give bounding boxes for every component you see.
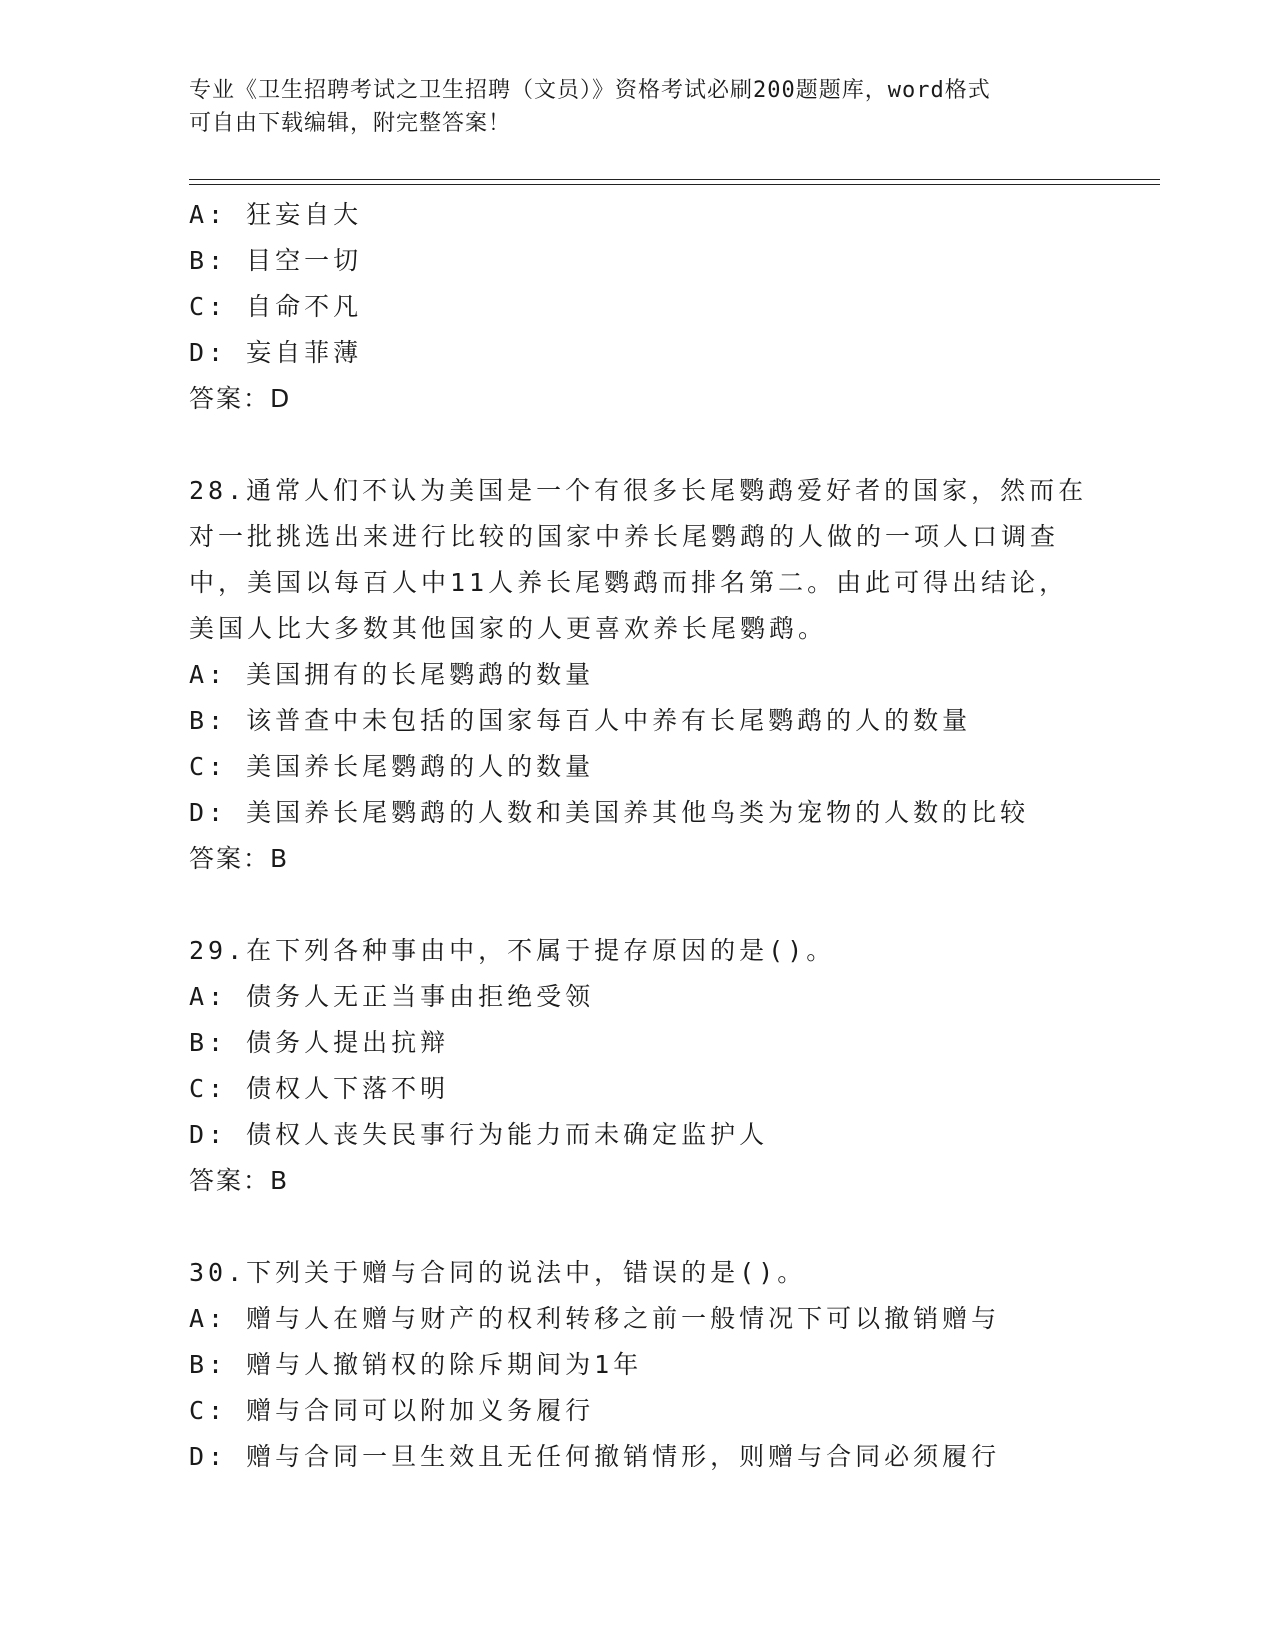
q28-stem-line-3: 中，美国以每百人中11人养长尾鹦鹉而排名第二。由此可得出结论， xyxy=(189,568,1069,597)
question-29-block xyxy=(189,928,1149,1204)
q27-option-d: D: 妄自菲薄 xyxy=(189,338,363,367)
q30-option-c: C: 赠与合同可以附加义务履行 xyxy=(189,1396,595,1425)
spacer xyxy=(189,422,1149,468)
spacer xyxy=(189,882,1149,928)
q30-option-d: D: 赠与合同一旦生效且无任何撤销情形，则赠与合同必须履行 xyxy=(189,1442,1001,1471)
q28-option-d: D: 美国养长尾鹦鹉的人数和美国养其他鸟类为宠物的人数的比较 xyxy=(189,798,1030,827)
document-header xyxy=(189,74,1089,140)
q29-option-a: A: 债务人无正当事由拒绝受领 xyxy=(189,982,595,1011)
header-title-line-2: 可自由下载编辑，附完整答案！ xyxy=(189,111,512,136)
q28-option-b: B: 该普查中未包括的国家每百人中养有长尾鹦鹉的人的数量 xyxy=(189,706,972,735)
q28-stem-line-4: 美国人比大多数其他国家的人更喜欢养长尾鹦鹉。 xyxy=(189,614,828,643)
q28-option-c: C: 美国养长尾鹦鹉的人的数量 xyxy=(189,752,595,781)
q28-answer: 答案：B xyxy=(189,844,290,873)
header-divider-top xyxy=(189,179,1160,180)
spacer xyxy=(189,1204,1149,1250)
q27-answer: 答案：D xyxy=(189,384,292,413)
question-28-block xyxy=(189,468,1149,882)
q27-option-c: C: 自命不凡 xyxy=(189,292,363,321)
q28-option-a: A: 美国拥有的长尾鹦鹉的数量 xyxy=(189,660,595,689)
q29-stem-line-1: 29.在下列各种事由中，不属于提存原因的是()。 xyxy=(189,936,836,965)
q28-stem-line-1: 28.通常人们不认为美国是一个有很多长尾鹦鹉爱好者的国家，然而在 xyxy=(189,476,1088,505)
question-30-block xyxy=(189,1250,1149,1480)
q30-stem-line-1: 30.下列关于赠与合同的说法中，错误的是()。 xyxy=(189,1258,807,1287)
question-list xyxy=(189,192,1149,1480)
q30-option-b: B: 赠与人撤销权的除斥期间为1年 xyxy=(189,1350,643,1379)
q27-option-b: B: 目空一切 xyxy=(189,246,363,275)
question-27-block xyxy=(189,192,1149,422)
header-divider-bottom xyxy=(189,184,1160,185)
q27-option-a: A: 狂妄自大 xyxy=(189,200,363,229)
q28-stem-line-2: 对一批挑选出来进行比较的国家中养长尾鹦鹉的人做的一项人口调查 xyxy=(189,522,1060,551)
q29-option-b: B: 债务人提出抗辩 xyxy=(189,1028,450,1057)
q29-option-c: C: 债权人下落不明 xyxy=(189,1074,450,1103)
header-title-line-1: 专业《卫生招聘考试之卫生招聘（文员）》资格考试必刷200题题库，word格式 xyxy=(189,78,991,103)
q29-answer: 答案：B xyxy=(189,1166,290,1195)
q30-option-a: A: 赠与人在赠与财产的权利转移之前一般情况下可以撤销赠与 xyxy=(189,1304,1001,1333)
q29-option-d: D: 债权人丧失民事行为能力而未确定监护人 xyxy=(189,1120,769,1149)
